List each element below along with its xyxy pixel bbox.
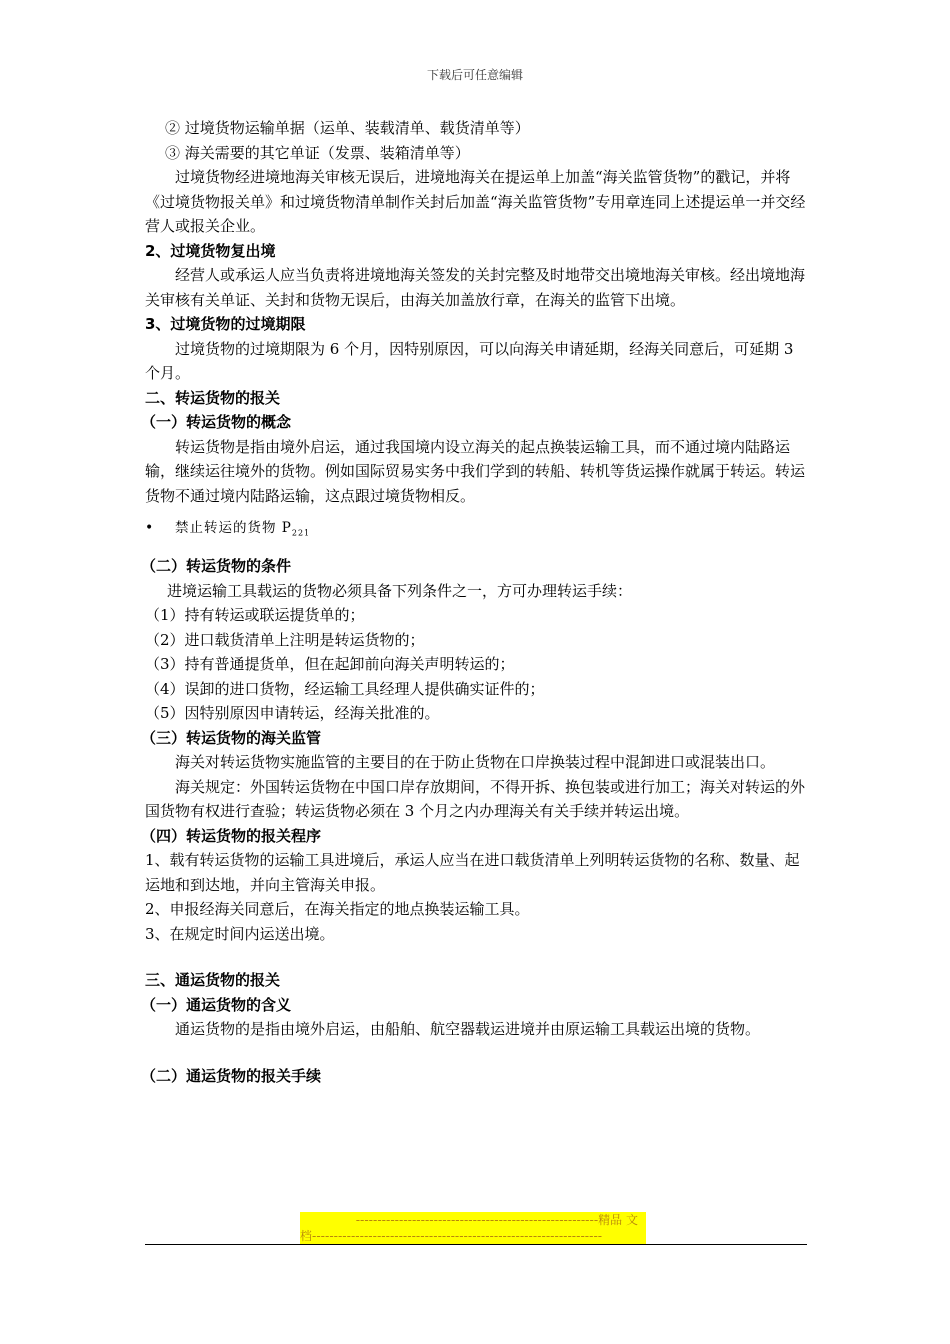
section-heading: 三、通运货物的报关 bbox=[145, 971, 281, 990]
bullet-text: 禁止转运的货物 $P_{221}$ bbox=[175, 520, 311, 538]
paragraph: 通运货物的是指由境外启运，由船舶、航空器载运进境并由原运输工具载运出境的货物。 bbox=[175, 1020, 761, 1039]
page-ref-subscript: 221 bbox=[291, 528, 311, 538]
condition-item: （3）持有普通提货单，但在起卸前向海关声明转运的； bbox=[145, 655, 515, 674]
footer-line: 档------------------------------------------------------------------- bbox=[300, 1229, 603, 1243]
paragraph: 过境货物的过境期限为 6 个月，因特别原因，可以向海关申请延期，经海关同意后，可延期 3 个月。 bbox=[145, 339, 794, 382]
subsection-heading: （二）通运货物的报关手续 bbox=[141, 1066, 322, 1085]
condition-item: （2）进口载货清单上注明是转运货物的； bbox=[145, 630, 425, 649]
procedure-step: 2、申报经海关同意后，在海关指定的地点换装运输工具。 bbox=[145, 900, 530, 919]
spacer bbox=[145, 946, 807, 968]
footer-divider bbox=[145, 1244, 807, 1245]
list-item: ② 过境货物运输单据（运单、装载清单、载货清单等） bbox=[165, 119, 530, 137]
paragraph: 过境货物经进境地海关审核无误后，进境地海关在提运单上加盖“海关监管货物”的戳记，并将《过境货物报关单》和过境货物清单制作关封后加盖“海关监管货物”专用章连同上述提运单一并交经营人或报关企业。 bbox=[145, 168, 806, 235]
subsection-heading: （四）转运货物的报关程序 bbox=[141, 826, 322, 845]
procedure-step: 1、载有转运货物的运输工具进境后，承运人应当在进口载货清单上列明转运货物的名称、数量、起运地和到达地，并向主管海关申报。 bbox=[145, 851, 800, 894]
section-heading: 2、过境货物复出境 bbox=[145, 241, 276, 260]
page-header: 下载后可任意编辑 bbox=[426, 68, 523, 82]
paragraph: 转运货物是指由境外启运，通过我国境内设立海关的起点换装运输工具，而不通过境内陆路运输，继续运往境外的货物。例如国际贸易实务中我们学到的转船、转机等货运操作就属于转运。转运货物不通过境内陆路运输，这点跟过境货物相反。 bbox=[145, 437, 806, 505]
list-item: ③ 海关需要的其它单证（发票、装箱清单等） bbox=[165, 143, 470, 162]
document-body bbox=[141, 116, 807, 1088]
subsection-heading: （三）转运货物的海关监管 bbox=[141, 728, 322, 747]
spacer bbox=[145, 1042, 807, 1064]
subsection-heading: （一）转运货物的概念 bbox=[141, 413, 292, 431]
condition-item: （4）误卸的进口货物，经运输工具经理人提供确实证件的； bbox=[145, 679, 545, 698]
subsection-heading: （一）通运货物的含义 bbox=[141, 995, 292, 1014]
paragraph: 进境运输工具载运的货物必须具备下列条件之一，方可办理转运手续： bbox=[167, 581, 633, 600]
procedure-step: 3、在规定时间内运送出境。 bbox=[145, 924, 335, 943]
subsection-heading: （二）转运货物的条件 bbox=[141, 557, 292, 576]
paragraph: 海关规定：外国转运货物在中国口岸存放期间，不得开拆、换包装或进行加工；海关对转运的外国货物有权进行查验；转运货物必须在 3 个月之内办理海关有关手续并转运出境。 bbox=[145, 777, 806, 821]
section-heading: 3、过境货物的过境期限 bbox=[145, 315, 306, 333]
footer-watermark bbox=[300, 1212, 646, 1244]
section-heading: 二、转运货物的报关 bbox=[145, 388, 281, 407]
paragraph: 经营人或承运人应当负责将进境地海关签发的关封完整及时地带交出境地海关审核。经出境地海关审核有关单证、关封和货物无误后，由海关加盖放行章，在海关的监管下出境。 bbox=[145, 266, 806, 309]
footer-line: --------------------------------------------------------精品 文 bbox=[355, 1213, 638, 1227]
condition-item: （5）因特别原因申请转运，经海关批准的。 bbox=[145, 704, 440, 723]
bullet-icon: • bbox=[145, 520, 155, 536]
bullet-item bbox=[145, 516, 807, 546]
paragraph: 海关对转运货物实施监管的主要目的在于防止货物在口岸换装过程中混卸进口或混装出口。 bbox=[175, 753, 776, 772]
condition-item: （1）持有转运或联运提货单的； bbox=[145, 606, 365, 625]
